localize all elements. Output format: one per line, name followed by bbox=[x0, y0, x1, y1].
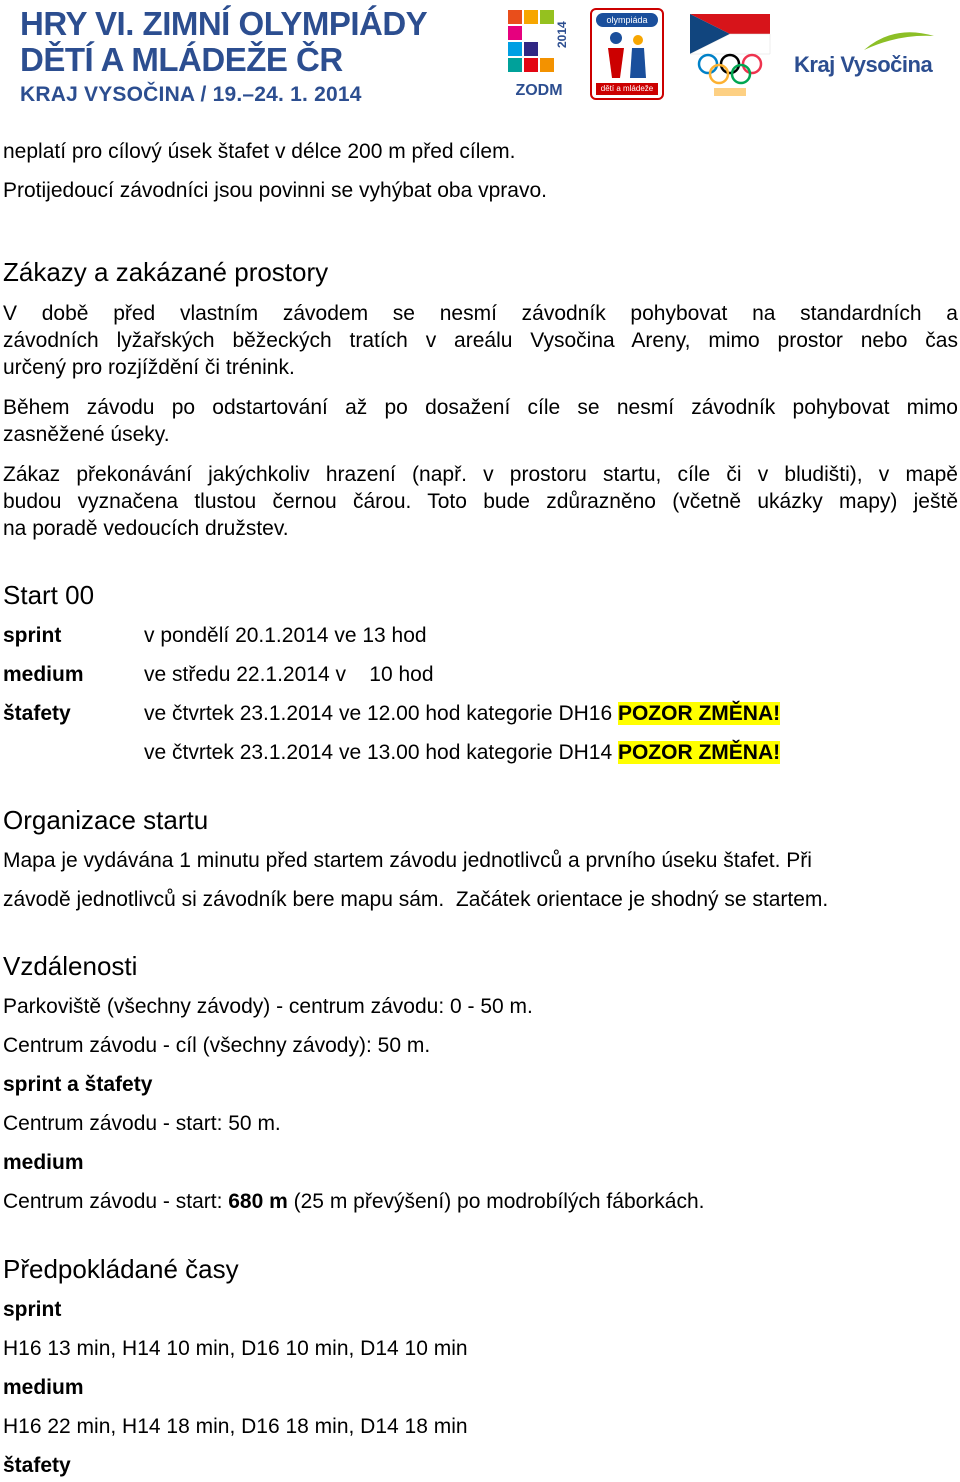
casy-subheading-sprint: sprint bbox=[3, 1298, 62, 1321]
section-heading-casy: Předpokládané časy bbox=[3, 1254, 239, 1284]
organizace-line1: Mapa je vydávána 1 minutu před startem závodu jednotlivců a prvního úseku štafet. Při bbox=[3, 849, 812, 872]
start-value-stafety-dh14: ve čtvrtek 23.1.2014 ve 13.00 hod kategorie DH14 bbox=[144, 741, 618, 764]
zakazy-p1-line1: V době před vlastním závodem se nesmí závodník pohybovat na standardních a bbox=[3, 302, 958, 325]
intro-line2: Protijedoucí závodníci jsou povinni se vyhýbat oba vpravo. bbox=[3, 179, 547, 202]
vzdalenosti-line4-pre: Centrum závodu - start: bbox=[3, 1190, 229, 1213]
vzdalenosti-subheading-medium: medium bbox=[3, 1151, 84, 1174]
organizace-line2: závodě jednotlivců si závodník bere mapu sám. Začátek orientace je shodný se startem. bbox=[3, 888, 829, 911]
start-value-medium: ve středu 22.1.2014 v 10 hod bbox=[144, 663, 434, 686]
zodm-year: 2014 bbox=[555, 21, 569, 48]
kraj-vysocina-logo bbox=[794, 30, 944, 80]
intro-line1: neplatí pro cílový úsek štafet v délce 200 m před cílem. bbox=[3, 140, 516, 163]
event-title-line2: DĚTÍ A MLÁDEŽE ČR bbox=[20, 41, 343, 78]
zakazy-p1-line2: závodních lyžařských běžeckých tratích v areálu Vysočina Areny, mimo prostor nebo čas bbox=[3, 329, 958, 352]
section-heading-zakazy: Zákazy a zakázané prostory bbox=[3, 257, 329, 287]
start-row-stafety-dh16 bbox=[144, 701, 780, 727]
vzdalenosti-line4-distance: 680 m bbox=[228, 1190, 288, 1213]
change-alert-badge: POZOR ZMĚNA! bbox=[617, 702, 781, 725]
czech-olympic-logo bbox=[684, 8, 776, 100]
casy-subheading-stafety: štafety bbox=[3, 1454, 71, 1477]
vzdalenosti-line4 bbox=[3, 1189, 705, 1215]
start-value-stafety-dh16: ve čtvrtek 23.1.2014 ve 12.00 hod kategorie DH16 bbox=[144, 702, 618, 725]
casy-line-medium: H16 22 min, H14 18 min, D16 18 min, D14 18 min bbox=[3, 1415, 468, 1438]
vzdalenosti-subheading-sprint-stafety: sprint a štafety bbox=[3, 1073, 153, 1096]
section-heading-start: Start 00 bbox=[3, 580, 95, 610]
zodm-label: ZODM bbox=[515, 82, 563, 99]
start-value-sprint: v pondělí 20.1.2014 ve 13 hod bbox=[144, 624, 427, 647]
event-title bbox=[20, 6, 427, 108]
start-label-medium: medium bbox=[3, 663, 84, 686]
start-label-stafety: štafety bbox=[3, 702, 71, 725]
zakazy-p3-line3: na poradě vedoucích družstev. bbox=[3, 517, 289, 540]
vzdalenosti-line2: Centrum závodu - cíl (všechny závody): 50 m. bbox=[3, 1034, 431, 1057]
olympiada-label-top: olympiáda bbox=[596, 13, 658, 27]
start-row-stafety-dh14 bbox=[144, 740, 780, 766]
zakazy-p3-line1: Zákaz překonávání jakýchkoliv hrazení (např. v prostoru startu, cíle či v bludišti), v mapě bbox=[3, 463, 958, 486]
zakazy-p2-line1: Během závodu po odstartování až po dosažení cíle se nesmí závodník pohybovat mimo bbox=[3, 396, 958, 419]
olympiada-logo bbox=[590, 8, 664, 100]
zakazy-paragraph-2 bbox=[3, 394, 958, 448]
zakazy-paragraph-3 bbox=[3, 461, 958, 542]
olympiada-label-bottom: dětí a mládeže bbox=[596, 83, 658, 95]
start-label-sprint: sprint bbox=[3, 624, 62, 647]
vzdalenosti-line4-post: (25 m převýšení) po modrobílých fáborkách. bbox=[287, 1190, 705, 1213]
kraj-label: Kraj Vysočina bbox=[794, 52, 933, 77]
change-alert-badge: POZOR ZMĚNA! bbox=[617, 741, 781, 764]
zakazy-p3-line2: budou vyznačena tlustou černou čárou. Toto bude zdůrazněno (včetně ukázky mapy) ještě bbox=[3, 490, 958, 513]
section-heading-organizace: Organizace startu bbox=[3, 805, 209, 835]
event-title-line3: KRAJ VYSOČINA / 19.–24. 1. 2014 bbox=[20, 83, 362, 106]
event-title-line1: HRY VI. ZIMNÍ OLYMPIÁDY bbox=[20, 5, 428, 42]
section-heading-vzdalenosti: Vzdálenosti bbox=[3, 951, 138, 981]
zakazy-p1-line3: určený pro rozjíždění či trénink. bbox=[3, 356, 295, 379]
vzdalenosti-line1: Parkoviště (všechny závody) - centrum závodu: 0 - 50 m. bbox=[3, 995, 533, 1018]
zakazy-paragraph-1 bbox=[3, 300, 958, 381]
header-banner bbox=[0, 0, 960, 108]
casy-subheading-medium: medium bbox=[3, 1376, 84, 1399]
casy-line-sprint: H16 13 min, H14 10 min, D16 10 min, D14 10 min bbox=[3, 1337, 468, 1360]
zodm-logo bbox=[504, 8, 574, 100]
zakazy-p2-line2: zasněžené úseky. bbox=[3, 423, 170, 446]
vzdalenosti-line3: Centrum závodu - start: 50 m. bbox=[3, 1112, 281, 1135]
